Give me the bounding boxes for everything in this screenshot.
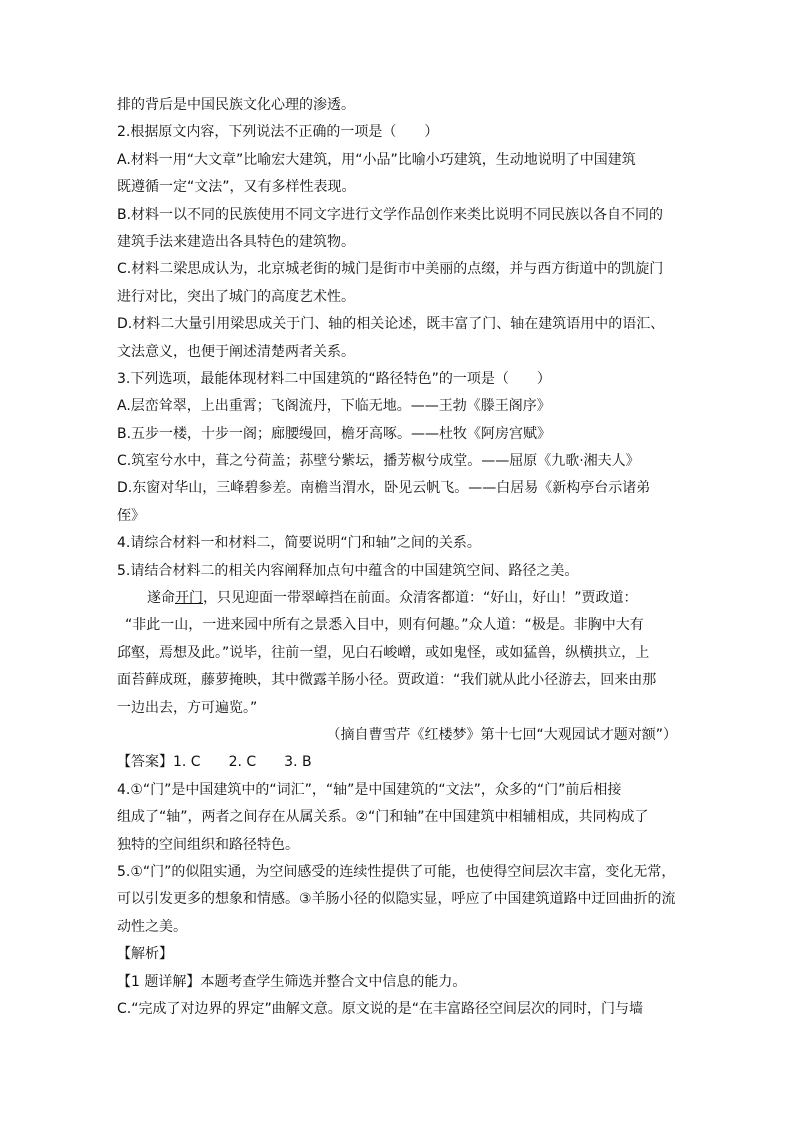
answer-line: 独特的空间组织和路径特色。 (117, 836, 299, 853)
passage-dotted-word: 开门 (175, 590, 203, 607)
question-5: 5.请结合材料二的相关内容阐释加点句中蕴含的中国建筑空间、路径之美。 (117, 562, 579, 579)
text-line: 排的背后是中国民族文化心理的渗透。 (117, 97, 355, 113)
passage-source: （摘自曹雪芹《红楼梦》第十七回“大观园试才题对额”） (326, 726, 677, 743)
analysis-last: C.“完成了对边界的界定”曲解文意。原文说的是“在丰富路径空间层次的同时，门与墙 (117, 1000, 643, 1017)
answer-line: 可以引发更多的想象和情感。③羊肠小径的似隐实显，呼应了中国建筑道路中迂回曲折的流 (117, 891, 676, 908)
answer-line: 动性之美。 (117, 918, 187, 935)
question-3: 3.下列选项，最能体现材料二中国建筑的“路径特色”的一项是（ ） (117, 370, 551, 387)
option-3c: C.筑室兮水中，葺之兮荷盖；荪壁兮紫坛，播芳椒兮成堂。——屈原《九歌·湘夫人》 (117, 453, 640, 470)
passage-line-1 (117, 585, 677, 612)
option-2b-cont: 建筑手法来建造出各具特色的建筑物。 (117, 233, 355, 250)
option-2d: D.材料二大量引用梁思成关于门、轴的相关论述，既丰富了门、轴在建筑语用中的语汇、 (117, 316, 665, 333)
option-2c-cont: 进行对比，突出了城门的高度艺术性。 (117, 288, 355, 305)
option-3a: A.层峦耸翠，上出重霄；飞阁流丹，下临无地。——王勃《滕王阁序》 (117, 398, 551, 415)
option-2a: A.材料一用“大文章”比喻宏大建筑，用“小品”比喻小巧建筑，生动地说明了中国建筑 (117, 151, 636, 168)
option-3d: D.东窗对华山，三峰碧参差。南檐当渭水，卧见云帆飞。——白居易《新构亭台示诸弟 (117, 480, 651, 497)
option-2c: C.材料二梁思成认为，北京城老街的城门是街市中美丽的点缀，并与西方街道中的凯旋门 (117, 261, 664, 278)
analysis-header: 【解析】 (117, 946, 173, 963)
answer-header: 【答案】1. C 2. C 3. B (117, 754, 312, 771)
option-3d-cont: 侄》 (117, 507, 145, 524)
option-3b: B.五步一楼，十步一阁；廊腰缦回，檐牙高啄。——杜牧《阿房宫赋》 (117, 425, 552, 442)
document-page (117, 92, 677, 1023)
answer-line: 5.①“门”的似阻实通，为空间感受的连续性提供了可能，也使得空间层次丰富，变化无常， (117, 863, 676, 880)
passage-line-3: 邱壑，焉想及此。”说毕，往前一望，见白石峻嶒，或如鬼怪，或如猛兽，纵横拱立，上 (117, 644, 650, 661)
option-2b: B.材料一以不同的民族使用不同文字进行文学作品创作来类比说明不同民族以各自不同的 (117, 206, 664, 223)
option-2a-cont: 既遵循一定“文法”，又有多样性表现。 (117, 179, 356, 196)
question-2: 2.根据原文内容，下列说法不正确的一项是（ ） (117, 124, 439, 141)
passage-suffix: ，只见迎面一带翠嶂挡在前面。众清客都道：“好山，好山！”贾政道： (203, 590, 638, 607)
passage-line-5: 一边出去，方可遍览。” (117, 699, 258, 716)
passage-line-4: 面苔藓成斑，藤萝掩映，其中微露羊肠小径。贾政道：“我们就从此小径游去，回来由那 (117, 672, 657, 689)
answer-line: 4.①“门”是中国建筑中的“词汇”，“轴”是中国建筑的“文法”，众多的“门”前后相接 (117, 781, 622, 798)
option-2d-cont: 文法意义，也便于阐述清楚两者关系。 (117, 343, 355, 360)
analysis-detail: 【1 题详解】本题考查学生筛选并整合文中信息的能力。 (117, 973, 467, 990)
passage-line-2: “非此一山，一进来园中所有之景悉入目中，则有何趣。”众人道：“极是。非胸中大有 (125, 617, 644, 634)
passage-prefix: 遂命 (147, 590, 175, 607)
question-4: 4.请综合材料一和材料二，简要说明“门和轴”之间的关系。 (117, 535, 481, 552)
answer-line: 组成了“轴”，两者之间存在从属关系。②“门和轴”在中国建筑中相辅相成，共同构成了 (117, 809, 649, 826)
